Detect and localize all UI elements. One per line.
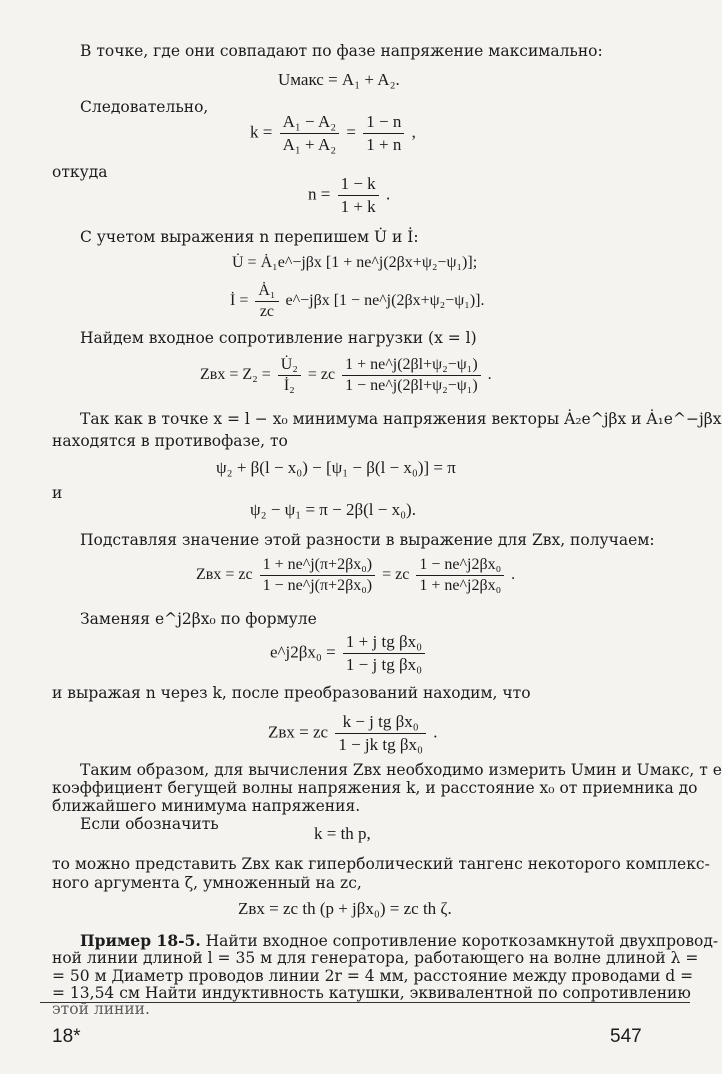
equation-n (308, 174, 390, 217)
paragraph: В точке, где они совпадают по фазе напряжение максимально: (80, 42, 603, 60)
numerator: 1 − n (363, 112, 404, 134)
equation-part: e^j2βx₀ = (270, 642, 336, 662)
paragraph: ного аргумента ζ, умноженный на zc, (52, 874, 362, 892)
denominator: İ₂ (283, 377, 295, 394)
equation-umax: Uмакс = A₁ + A₂. (278, 70, 400, 89)
denominator: 1 − j tg βx₀ (345, 655, 423, 674)
paragraph: Заменяя e^j2βx₀ по формуле (80, 610, 317, 628)
paragraph: и выражая n через k, после преобразований находим, что (52, 684, 531, 702)
paragraph: Если обозначить (80, 815, 219, 833)
equation-U: U̇ = Ȧ₁e^−jβx [1 + ne^j(2βx+ψ₂−ψ₁)]; (232, 254, 478, 271)
paragraph: = 13,54 см Найти индуктивность катушки, эквивалентной по сопротивлению (52, 984, 691, 1002)
equation-I (230, 282, 484, 321)
example-text: Найти входное сопротивление короткозамкнутой двухпровод- (205, 932, 719, 950)
denominator: 1 − ne^j(2βl+ψ₂−ψ₁) (345, 377, 478, 394)
equation-part: Zвх = zc (196, 566, 253, 584)
fraction (280, 112, 340, 155)
equation-part: İ = (230, 292, 249, 310)
fraction (363, 112, 404, 155)
denominator: 1 + n (366, 135, 402, 154)
fraction (260, 556, 376, 595)
numerator: A₁ − A₂ (280, 112, 340, 134)
equation-part: k = (250, 122, 273, 142)
fraction (255, 282, 278, 321)
equation-Zvh-substitution (196, 556, 515, 595)
numerator: 1 − k (338, 174, 379, 196)
paragraph: и (52, 484, 63, 502)
paragraph: = 50 м Диаметр проводов линии 2r = 4 мм, расстояние между проводами d = (52, 967, 694, 985)
paragraph: Следовательно, (80, 98, 209, 116)
equation-zth: Zвх = zc th (p + jβx₀) = zc th ζ. (238, 899, 452, 918)
equation-psi-2: ψ₂ − ψ₁ = π − 2β(l − x₀). (250, 500, 416, 519)
numerator: 1 + ne^j(2βl+ψ₂−ψ₁) (342, 356, 481, 376)
equation-part: = (346, 122, 356, 142)
footer-divider (40, 1002, 690, 1003)
numerator: 1 − ne^j2βx₀ (416, 556, 504, 576)
denominator: 1 − ne^j(π+2βx₀) (262, 577, 373, 594)
equation-part: . (511, 566, 516, 584)
equation-part: Zвх = zc (268, 722, 329, 742)
numerator: U̇₂ (278, 356, 301, 376)
signature-mark: 18* (52, 1026, 81, 1047)
paragraph: коэффициент бегущей волны напряжения k, и расстояние x₀ от приемника до (52, 779, 698, 797)
equation-kth: k = th p, (314, 824, 371, 843)
numerator: Ȧ₁ (255, 282, 278, 302)
denominator: 1 + ne^j2βx₀ (419, 577, 502, 594)
equation-Zvh-k (268, 712, 437, 755)
paragraph: Так как в точке x = l − x₀ минимума напряжения векторы Ȧ₂e^jβx и Ȧ₁e^−jβx (80, 410, 722, 428)
paragraph: Найдем входное сопротивление нагрузки (x = l) (80, 329, 477, 347)
numerator: k − j tg βx₀ (335, 712, 426, 734)
denominator: 1 + k (340, 197, 376, 216)
fraction (278, 356, 301, 395)
equation-part: . (433, 722, 438, 742)
equation-part: Zвх = Z₂ = (200, 366, 271, 384)
equation-Z (200, 356, 492, 395)
denominator: zc (259, 303, 275, 320)
fraction (338, 174, 379, 217)
equation-part: , (411, 122, 416, 142)
equation-part: n = (308, 184, 331, 204)
numerator: 1 + ne^j(π+2βx₀) (260, 556, 376, 576)
paragraph: ной линии длиной l = 35 м для генератора, работающего на волне длиной λ = (52, 949, 699, 967)
equation-k (250, 112, 416, 155)
paragraph: Подставляя значение этой разности в выражение для Zвх, получаем: (80, 531, 655, 549)
fraction (342, 356, 481, 395)
paragraph: этой линии. (52, 1000, 150, 1018)
equation-part: . (385, 184, 391, 204)
fraction (416, 556, 504, 595)
equation-psi-1: ψ₂ + β(l − x₀) − [ψ₁ − β(l − x₀)] = π (216, 458, 456, 477)
equation-part: . (487, 366, 492, 384)
paragraph: то можно представить Zвх как гиперболический тангенс некоторого комплекс- (52, 855, 710, 873)
fraction (343, 632, 425, 675)
page-number: 547 (610, 1026, 642, 1047)
denominator: A₁ + A₂ (282, 135, 337, 154)
paragraph: С учетом выражения n перепишем U̇ и İ: (80, 228, 419, 246)
fraction (335, 712, 426, 755)
example-paragraph (80, 931, 718, 950)
paragraph: откуда (52, 163, 108, 181)
paragraph: Таким образом, для вычисления Zвх необходимо измерить Uмин и Uмакс, т е (80, 761, 722, 779)
equation-exp (270, 632, 428, 675)
example-label: Пример 18-5. (80, 931, 201, 950)
equation-part: = zc (382, 566, 410, 584)
paragraph: ближайшего минимума напряжения. (52, 797, 361, 815)
denominator: 1 − jk tg βx₀ (338, 735, 423, 754)
equation-part: = zc (307, 366, 336, 384)
numerator: 1 + j tg βx₀ (343, 632, 425, 654)
equation-part: e^−jβx [1 − ne^j(2βx+ψ₂−ψ₁)]. (285, 292, 485, 310)
paragraph: находятся в противофазе, то (52, 432, 288, 450)
